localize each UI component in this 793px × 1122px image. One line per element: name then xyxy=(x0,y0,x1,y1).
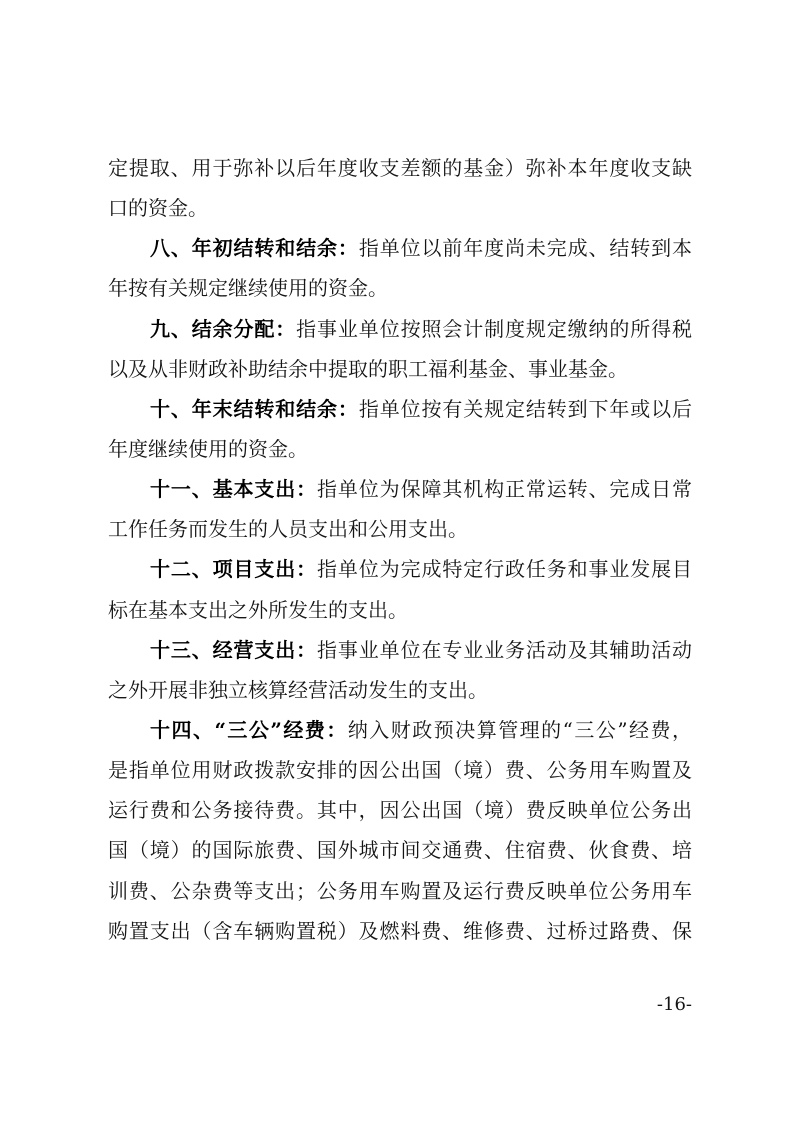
paragraph-line: 训费、公杂费等支出；公务用车购置及运行费反映单位公务用车 xyxy=(108,878,692,903)
section-text: 指事业单位在专业业务活动及其辅助活动 xyxy=(317,637,693,662)
section-text: 指事业单位按照会计制度规定缴纳的所得税 xyxy=(296,316,693,341)
section-13-first-line xyxy=(108,630,692,670)
section-term: 十二、项目支出： xyxy=(150,557,318,582)
section-8-first-line xyxy=(108,228,692,268)
body-text xyxy=(108,148,692,951)
section-term: 十四、“三公”经费： xyxy=(150,717,348,742)
section-14-first-line xyxy=(108,710,692,750)
paragraph-line: 标在基本支出之外所发生的支出。 xyxy=(108,597,408,622)
paragraph-line: 以及从非财政补助结余中提取的职工福利基金、事业基金。 xyxy=(108,356,628,381)
section-text: 指单位为完成特定行政任务和事业发展目 xyxy=(317,557,693,582)
section-text: 纳入财政预决算管理的“三公”经费， xyxy=(347,717,692,742)
section-term: 十一、基本支出： xyxy=(150,477,318,502)
paragraph-line: 国（境）的国际旅费、国外城市间交通费、住宿费、伙食费、培 xyxy=(108,838,692,863)
page-number: -16- xyxy=(656,994,692,1015)
paragraph-line: 口的资金。 xyxy=(108,196,208,221)
section-term: 十三、经营支出： xyxy=(150,637,318,662)
paragraph-line: 运行费和公务接待费。其中，因公出国（境）费反映单位公务出 xyxy=(108,798,692,823)
section-term: 八、年初结转和结余： xyxy=(150,236,359,261)
paragraph-line: 年按有关规定继续使用的资金。 xyxy=(108,276,388,301)
paragraph-line: 工作任务而发生的人员支出和公用支出。 xyxy=(108,517,468,542)
paragraph-line: 定提取、用于弥补以后年度收支差额的基金）弥补本年度收支缺 xyxy=(108,156,692,180)
section-term: 十、年末结转和结余： xyxy=(150,396,359,421)
section-11-first-line xyxy=(108,469,692,509)
paragraph-line: 年度继续使用的资金。 xyxy=(108,436,308,461)
section-10-first-line xyxy=(108,389,692,429)
section-text: 指单位按有关规定结转到下年或以后 xyxy=(358,396,693,421)
section-9-first-line xyxy=(108,309,692,349)
section-term: 九、结余分配： xyxy=(150,316,297,341)
paragraph-line: 购置支出（含车辆购置税）及燃料费、维修费、过桥过路费、保 xyxy=(108,918,692,943)
section-text: 指单位以前年度尚未完成、结转到本 xyxy=(358,236,693,261)
paragraph-line: 之外开展非独立核算经营活动发生的支出。 xyxy=(108,677,488,702)
section-12-first-line xyxy=(108,549,692,589)
section-text: 指单位为保障其机构正常运转、完成日常 xyxy=(317,477,693,502)
paragraph-line: 是指单位用财政拨款安排的因公出国（境）费、公务用车购置及 xyxy=(108,758,692,783)
